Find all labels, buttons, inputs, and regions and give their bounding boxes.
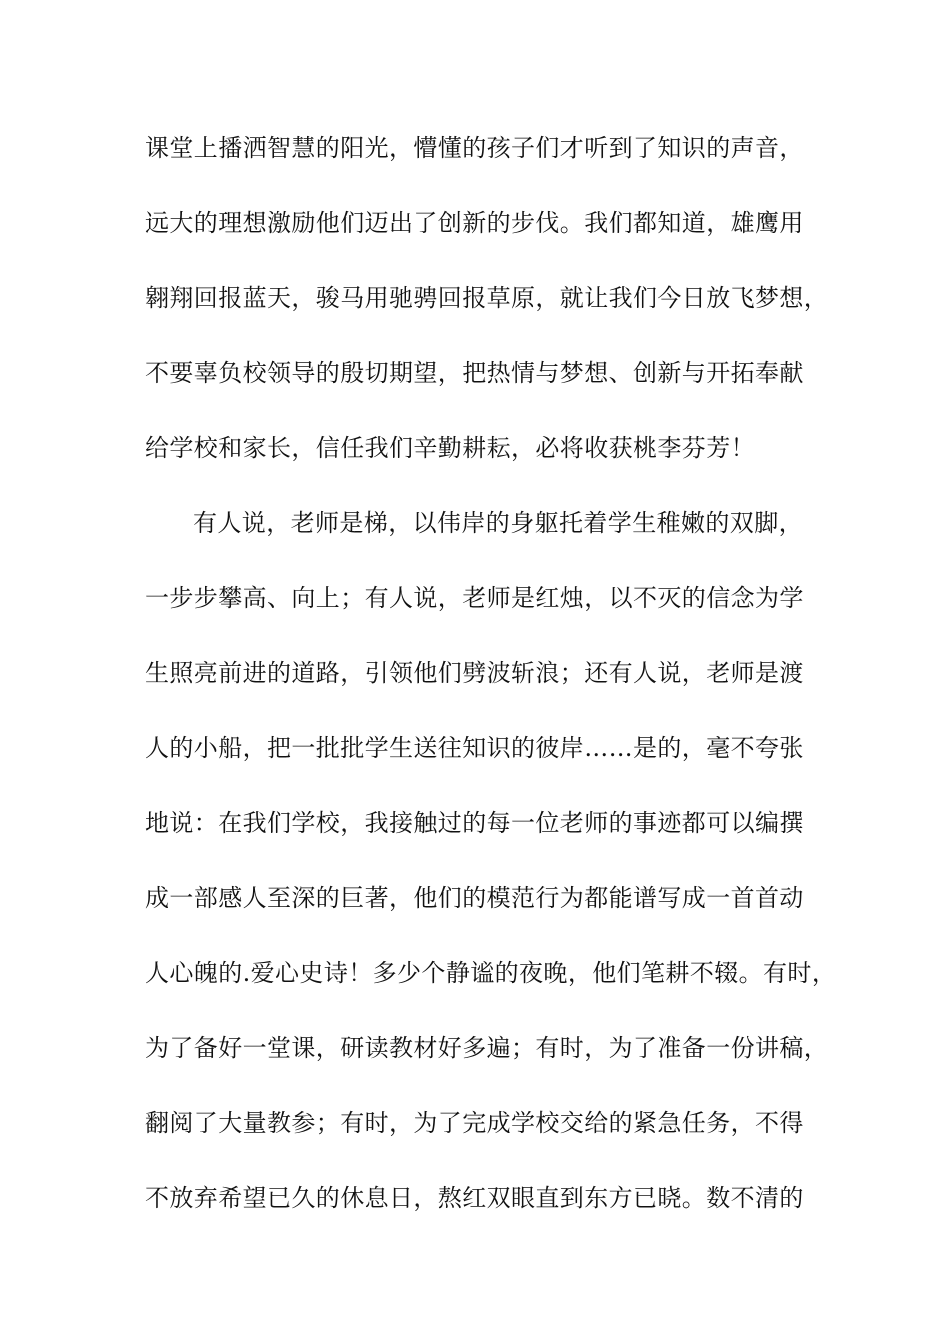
text-line: 人的小船，把一批批学生送往知识的彼岸……是的，毫不夸张	[145, 734, 804, 762]
text-line: 翱翔回报蓝天，骏马用驰骋回报草原，就让我们今日放飞梦想，	[145, 284, 829, 312]
text-line: 不要辜负校领导的殷切期望，把热情与梦想、创新与开拓奉献	[145, 359, 804, 387]
text-line: 一步步攀高、向上；有人说，老师是红烛，以不灭的信念为学	[145, 584, 804, 612]
text-line: 成一部感人至深的巨著，他们的模范行为都能谱写成一首首动	[145, 884, 804, 912]
text-line: 给学校和家长，信任我们辛勤耕耘，必将收获桃李芬芳！	[145, 434, 755, 462]
text-line: 课堂上播洒智慧的阳光，懵懂的孩子们才听到了知识的声音，	[145, 134, 804, 162]
body-text	[145, 130, 835, 1255]
text-line: 地说：在我们学校，我接触过的每一位老师的事迹都可以编撰	[145, 809, 804, 837]
text-line: 远大的理想激励他们迈出了创新的步伐。我们都知道，雄鹰用	[145, 209, 804, 237]
text-line: 人心魄的.爱心史诗！多少个静谧的夜晚，他们笔耕不辍。有时，	[145, 959, 837, 987]
text-line: 翻阅了大量教参；有时，为了完成学校交给的紧急任务，不得	[145, 1109, 804, 1137]
text-line: 不放弃希望已久的休息日，熬红双眼直到东方已晓。数不清的	[145, 1184, 804, 1212]
text-line-paragraph-start: 有人说，老师是梯，以伟岸的身躯托着学生稚嫩的双脚，	[193, 509, 803, 537]
text-line: 为了备好一堂课，研读教材好多遍；有时，为了准备一份讲稿，	[145, 1034, 829, 1062]
text-line: 生照亮前进的道路，引领他们劈波斩浪；还有人说，老师是渡	[145, 659, 804, 687]
